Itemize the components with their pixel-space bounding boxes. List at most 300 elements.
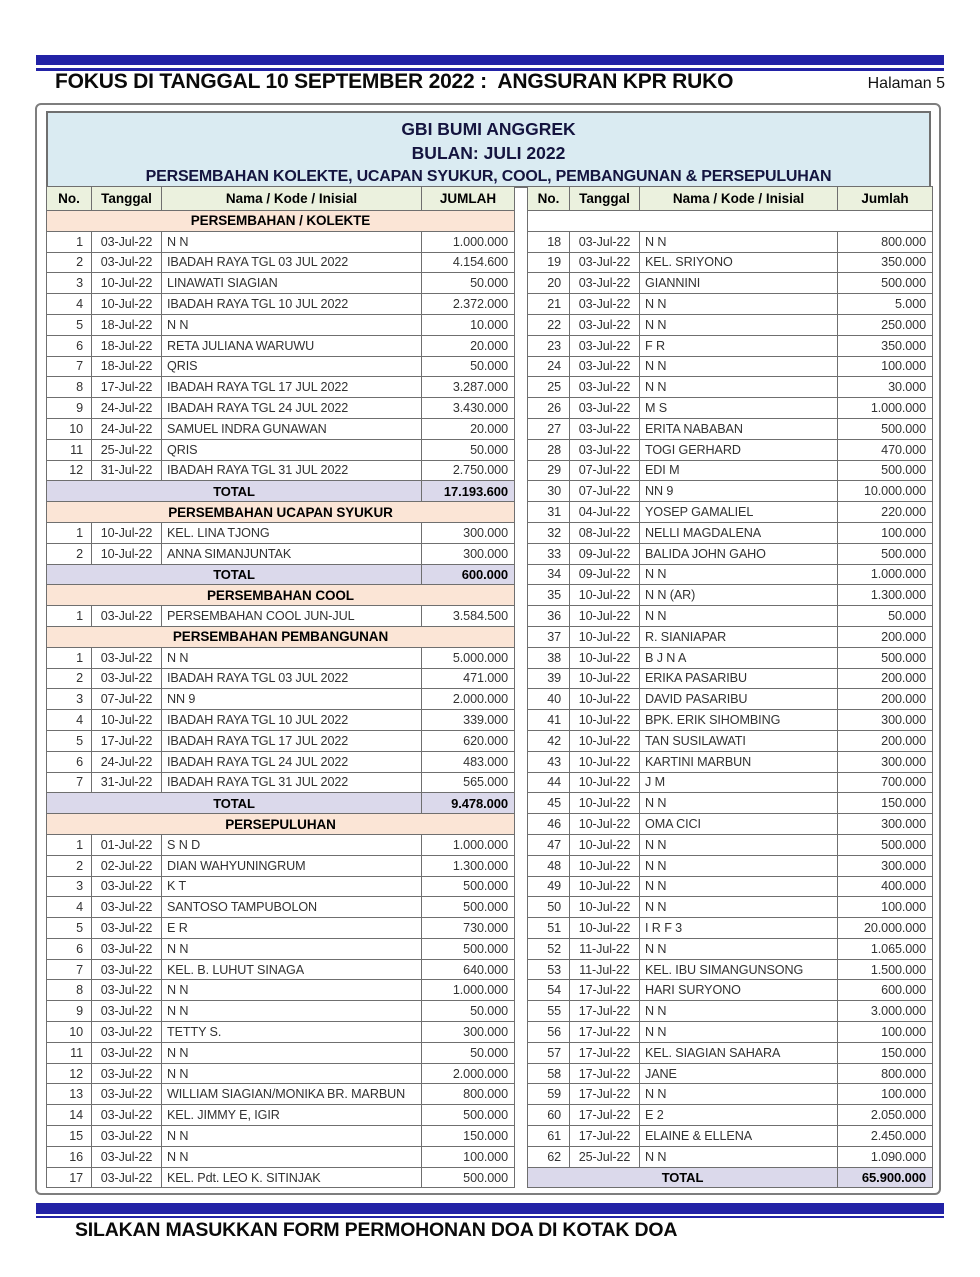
table-row: [47, 273, 515, 294]
table-row: [528, 897, 933, 918]
table-row: [528, 772, 933, 793]
row-number-cell: 13: [47, 1084, 92, 1105]
date-cell: 17-Jul-22: [570, 980, 640, 1001]
row-number-cell: 56: [528, 1022, 570, 1043]
date-cell: 10-Jul-22: [92, 273, 162, 294]
row-number-cell: 3: [47, 689, 92, 710]
date-cell: 03-Jul-22: [92, 1146, 162, 1167]
table-row: [528, 668, 933, 689]
date-cell: 24-Jul-22: [92, 418, 162, 439]
table-row: [47, 543, 515, 564]
name-cell: N N: [640, 606, 838, 627]
row-number-cell: 30: [528, 481, 570, 502]
amount-cell: 200.000: [838, 730, 933, 751]
date-cell: 03-Jul-22: [570, 231, 640, 252]
total-label: TOTAL: [47, 793, 422, 814]
name-cell: N N: [640, 356, 838, 377]
table-row: [528, 876, 933, 897]
name-cell: N N: [640, 855, 838, 876]
name-cell: ANNA SIMANJUNTAK: [162, 543, 422, 564]
date-cell: 31-Jul-22: [92, 772, 162, 793]
table-row: [528, 543, 933, 564]
amount-cell: 2.750.000: [422, 460, 515, 481]
row-number-cell: 42: [528, 730, 570, 751]
row-number-cell: 52: [528, 938, 570, 959]
table-row: [528, 564, 933, 585]
amount-cell: 200.000: [838, 689, 933, 710]
row-number-cell: 31: [528, 502, 570, 523]
amount-cell: 300.000: [422, 543, 515, 564]
total-amount: 65.900.000: [838, 1167, 933, 1188]
amount-cell: 500.000: [422, 1167, 515, 1188]
date-cell: 17-Jul-22: [570, 1001, 640, 1022]
table-row: [528, 522, 933, 543]
name-cell: S N D: [162, 834, 422, 855]
amount-cell: 300.000: [838, 855, 933, 876]
table-row: [47, 418, 515, 439]
row-number-cell: 33: [528, 543, 570, 564]
name-cell: F R: [640, 335, 838, 356]
row-number-cell: 6: [47, 938, 92, 959]
amount-cell: 500.000: [838, 273, 933, 294]
amount-cell: 1.065.000: [838, 938, 933, 959]
amount-cell: 100.000: [838, 356, 933, 377]
section-title: PERSEMBAHAN UCAPAN SYUKUR: [47, 502, 515, 523]
amount-cell: 400.000: [838, 876, 933, 897]
row-number-cell: 59: [528, 1084, 570, 1105]
amount-cell: 100.000: [422, 1146, 515, 1167]
name-cell: N N: [640, 1022, 838, 1043]
table-row: [47, 772, 515, 793]
date-cell: 03-Jul-22: [570, 418, 640, 439]
date-cell: 10-Jul-22: [570, 772, 640, 793]
amount-cell: 200.000: [838, 626, 933, 647]
name-cell: ERITA NABABAN: [640, 418, 838, 439]
row-number-cell: 7: [47, 356, 92, 377]
row-number-cell: 3: [47, 273, 92, 294]
table-row: [528, 751, 933, 772]
date-cell: 03-Jul-22: [570, 294, 640, 315]
total-label: TOTAL: [47, 564, 422, 585]
name-cell: B J N A: [640, 647, 838, 668]
name-cell: K T: [162, 876, 422, 897]
name-cell: QRIS: [162, 356, 422, 377]
amount-cell: 2.450.000: [838, 1126, 933, 1147]
row-number-cell: 54: [528, 980, 570, 1001]
row-number-cell: 34: [528, 564, 570, 585]
table-row: [47, 314, 515, 335]
name-cell: DAVID PASARIBU: [640, 689, 838, 710]
section-header-row: [47, 502, 515, 523]
name-cell: ELAINE & ELLENA: [640, 1126, 838, 1147]
name-cell: E R: [162, 918, 422, 939]
row-number-cell: 1: [47, 231, 92, 252]
name-cell: N N: [640, 834, 838, 855]
date-cell: 11-Jul-22: [570, 959, 640, 980]
table-row: [528, 439, 933, 460]
name-cell: SANTOSO TAMPUBOLON: [162, 897, 422, 918]
date-cell: 08-Jul-22: [570, 522, 640, 543]
row-number-cell: 5: [47, 918, 92, 939]
name-cell: N N: [162, 1146, 422, 1167]
amount-cell: 700.000: [838, 772, 933, 793]
table-row: [528, 273, 933, 294]
name-cell: R. SIANIAPAR: [640, 626, 838, 647]
amount-cell: 150.000: [838, 1042, 933, 1063]
date-cell: 03-Jul-22: [92, 606, 162, 627]
date-cell: 03-Jul-22: [92, 668, 162, 689]
amount-cell: 20.000: [422, 335, 515, 356]
amount-cell: 500.000: [838, 834, 933, 855]
amount-cell: 350.000: [838, 335, 933, 356]
total-amount: 17.193.600: [422, 481, 515, 502]
page-number-label: Halaman 5: [867, 75, 945, 92]
date-cell: 17-Jul-22: [570, 1063, 640, 1084]
amount-cell: 50.000: [422, 356, 515, 377]
row-number-cell: 40: [528, 689, 570, 710]
amount-cell: 1.300.000: [838, 585, 933, 606]
total-row: [528, 1167, 933, 1188]
row-number-cell: 1: [47, 834, 92, 855]
name-cell: N N: [640, 294, 838, 315]
date-cell: 03-Jul-22: [570, 252, 640, 273]
table-row: [528, 918, 933, 939]
name-cell: IBADAH RAYA TGL 31 JUL 2022: [162, 772, 422, 793]
offering-table-left: [46, 186, 515, 1188]
date-cell: 03-Jul-22: [92, 1063, 162, 1084]
date-cell: 18-Jul-22: [92, 314, 162, 335]
table-row: [47, 1042, 515, 1063]
col-header-nama: Nama / Kode / Inisial: [162, 187, 422, 211]
date-cell: 03-Jul-22: [570, 356, 640, 377]
bottom-accent-bar-thin: [36, 1216, 944, 1218]
column-header-row: [47, 187, 515, 211]
church-name: GBI BUMI ANGGREK: [401, 119, 576, 139]
date-cell: 10-Jul-22: [92, 522, 162, 543]
document-header: [55, 70, 945, 94]
amount-cell: 1.000.000: [422, 980, 515, 1001]
row-number-cell: 50: [528, 897, 570, 918]
date-cell: 11-Jul-22: [570, 938, 640, 959]
amount-cell: 150.000: [838, 793, 933, 814]
name-cell: JANE: [640, 1063, 838, 1084]
name-cell: TOGI GERHARD: [640, 439, 838, 460]
table-row: [47, 1146, 515, 1167]
section-header-row: [47, 814, 515, 835]
table-row: [47, 294, 515, 315]
col-header-no: No.: [528, 187, 570, 211]
table-row: [528, 1126, 933, 1147]
date-cell: 10-Jul-22: [570, 730, 640, 751]
amount-cell: 620.000: [422, 730, 515, 751]
amount-cell: 2.372.000: [422, 294, 515, 315]
blank-cell: [528, 211, 933, 232]
bottom-accent-bar-thick: [36, 1203, 944, 1214]
amount-cell: 800.000: [838, 231, 933, 252]
table-row: [528, 1084, 933, 1105]
section-header-row: [47, 626, 515, 647]
table-row: [47, 335, 515, 356]
table-row: [528, 252, 933, 273]
total-row: [47, 481, 515, 502]
total-row: [47, 564, 515, 585]
date-cell: 03-Jul-22: [92, 647, 162, 668]
date-cell: 03-Jul-22: [92, 252, 162, 273]
amount-cell: 500.000: [422, 876, 515, 897]
table-row: [47, 710, 515, 731]
name-cell: QRIS: [162, 439, 422, 460]
date-cell: 31-Jul-22: [92, 460, 162, 481]
row-number-cell: 9: [47, 398, 92, 419]
row-number-cell: 20: [528, 273, 570, 294]
date-cell: 10-Jul-22: [92, 543, 162, 564]
amount-cell: 483.000: [422, 751, 515, 772]
date-cell: 09-Jul-22: [570, 564, 640, 585]
row-number-cell: 38: [528, 647, 570, 668]
name-cell: SAMUEL INDRA GUNAWAN: [162, 418, 422, 439]
name-cell: N N: [640, 314, 838, 335]
row-number-cell: 35: [528, 585, 570, 606]
date-cell: 03-Jul-22: [92, 231, 162, 252]
amount-cell: 30.000: [838, 377, 933, 398]
date-cell: 10-Jul-22: [570, 626, 640, 647]
section-title: PERSEMBAHAN PEMBANGUNAN: [47, 626, 515, 647]
row-number-cell: 41: [528, 710, 570, 731]
date-cell: 03-Jul-22: [570, 273, 640, 294]
name-cell: KEL. IBU SIMANGUNSONG: [640, 959, 838, 980]
table-row: [47, 730, 515, 751]
row-number-cell: 43: [528, 751, 570, 772]
name-cell: IBADAH RAYA TGL 24 JUL 2022: [162, 398, 422, 419]
name-cell: N N: [162, 647, 422, 668]
date-cell: 17-Jul-22: [570, 1022, 640, 1043]
name-cell: M S: [640, 398, 838, 419]
row-number-cell: 8: [47, 377, 92, 398]
row-number-cell: 4: [47, 897, 92, 918]
amount-cell: 640.000: [422, 959, 515, 980]
row-number-cell: 49: [528, 876, 570, 897]
col-header-nama: Nama / Kode / Inisial: [640, 187, 838, 211]
amount-cell: 470.000: [838, 439, 933, 460]
table-row: [47, 522, 515, 543]
name-cell: RETA JULIANA WARUWU: [162, 335, 422, 356]
table-row: [47, 1001, 515, 1022]
total-label: TOTAL: [47, 481, 422, 502]
row-number-cell: 53: [528, 959, 570, 980]
amount-cell: 500.000: [422, 938, 515, 959]
row-number-cell: 62: [528, 1146, 570, 1167]
date-cell: 25-Jul-22: [570, 1146, 640, 1167]
name-cell: KEL. B. LUHUT SINAGA: [162, 959, 422, 980]
table-row: [528, 814, 933, 835]
table-row: [528, 1001, 933, 1022]
table-row: [47, 377, 515, 398]
table-row: [528, 1063, 933, 1084]
amount-cell: 300.000: [838, 751, 933, 772]
row-number-cell: 4: [47, 710, 92, 731]
name-cell: KEL. SIAGIAN SAHARA: [640, 1042, 838, 1063]
row-number-cell: 47: [528, 834, 570, 855]
name-cell: NELLI MAGDALENA: [640, 522, 838, 543]
col-header-jumlah: JUMLAH: [422, 187, 515, 211]
table-row: [47, 460, 515, 481]
name-cell: N N: [162, 314, 422, 335]
amount-cell: 300.000: [422, 522, 515, 543]
offering-table-right: [527, 186, 933, 1188]
name-cell: N N: [640, 1146, 838, 1167]
name-cell: N N: [162, 938, 422, 959]
date-cell: 03-Jul-22: [92, 897, 162, 918]
date-cell: 10-Jul-22: [570, 585, 640, 606]
col-header-jumlah: Jumlah: [838, 187, 933, 211]
amount-cell: 500.000: [838, 543, 933, 564]
table-row: [47, 1022, 515, 1043]
table-row: [528, 730, 933, 751]
table-row: [528, 626, 933, 647]
name-cell: N N: [640, 897, 838, 918]
name-cell: IBADAH RAYA TGL 24 JUL 2022: [162, 751, 422, 772]
row-number-cell: 28: [528, 439, 570, 460]
total-amount: 9.478.000: [422, 793, 515, 814]
row-number-cell: 1: [47, 606, 92, 627]
name-cell: KEL. JIMMY E, IGIR: [162, 1105, 422, 1126]
col-header-no: No.: [47, 187, 92, 211]
name-cell: YOSEP GAMALIEL: [640, 502, 838, 523]
name-cell: GIANNINI: [640, 273, 838, 294]
date-cell: 03-Jul-22: [92, 938, 162, 959]
section-header-row: [47, 211, 515, 232]
row-number-cell: 7: [47, 772, 92, 793]
row-number-cell: 2: [47, 543, 92, 564]
date-cell: 17-Jul-22: [570, 1126, 640, 1147]
date-cell: 17-Jul-22: [570, 1084, 640, 1105]
name-cell: NN 9: [640, 481, 838, 502]
col-header-tanggal: Tanggal: [92, 187, 162, 211]
name-cell: LINAWATI SIAGIAN: [162, 273, 422, 294]
date-cell: 10-Jul-22: [570, 668, 640, 689]
row-number-cell: 37: [528, 626, 570, 647]
top-accent-bar-thick: [36, 55, 944, 65]
date-cell: 10-Jul-22: [570, 647, 640, 668]
amount-cell: 500.000: [838, 647, 933, 668]
row-number-cell: 5: [47, 314, 92, 335]
table-row: [47, 231, 515, 252]
row-number-cell: 29: [528, 460, 570, 481]
row-number-cell: 2: [47, 668, 92, 689]
amount-cell: 1.500.000: [838, 959, 933, 980]
table-row: [47, 918, 515, 939]
date-cell: 18-Jul-22: [92, 356, 162, 377]
table-row: [528, 1022, 933, 1043]
table-row: [528, 231, 933, 252]
amount-cell: 500.000: [838, 418, 933, 439]
table-row: [528, 855, 933, 876]
row-number-cell: 21: [528, 294, 570, 315]
name-cell: TAN SUSILAWATI: [640, 730, 838, 751]
table-row: [47, 606, 515, 627]
date-cell: 17-Jul-22: [92, 730, 162, 751]
table-row: [528, 980, 933, 1001]
row-number-cell: 12: [47, 1063, 92, 1084]
table-row: [528, 793, 933, 814]
name-cell: N N: [640, 1001, 838, 1022]
section-title: PERSEMBAHAN COOL: [47, 585, 515, 606]
amount-cell: 150.000: [422, 1126, 515, 1147]
name-cell: BPK. ERIK SIHOMBING: [640, 710, 838, 731]
row-number-cell: 6: [47, 335, 92, 356]
table-row: [528, 335, 933, 356]
amount-cell: 20.000: [422, 418, 515, 439]
amount-cell: 250.000: [838, 314, 933, 335]
name-cell: KEL. Pdt. LEO K. SITINJAK: [162, 1167, 422, 1188]
name-cell: IBADAH RAYA TGL 10 JUL 2022: [162, 294, 422, 315]
footer-announcement: SILAKAN MASUKKAN FORM PERMOHONAN DOA DI KOTAK DOA: [75, 1219, 678, 1241]
table-row: [528, 398, 933, 419]
table-row: [47, 876, 515, 897]
row-number-cell: 23: [528, 335, 570, 356]
amount-cell: 2.000.000: [422, 689, 515, 710]
row-number-cell: 18: [528, 231, 570, 252]
row-number-cell: 46: [528, 814, 570, 835]
amount-cell: 730.000: [422, 918, 515, 939]
name-cell: IBADAH RAYA TGL 10 JUL 2022: [162, 710, 422, 731]
name-cell: N N: [162, 231, 422, 252]
amount-cell: 600.000: [838, 980, 933, 1001]
date-cell: 10-Jul-22: [570, 855, 640, 876]
row-number-cell: 16: [47, 1146, 92, 1167]
amount-cell: 10.000: [422, 314, 515, 335]
row-number-cell: 61: [528, 1126, 570, 1147]
table-row: [47, 647, 515, 668]
amount-cell: 500.000: [422, 897, 515, 918]
section-header-row: [47, 585, 515, 606]
date-cell: 03-Jul-22: [92, 876, 162, 897]
amount-cell: 100.000: [838, 1022, 933, 1043]
date-cell: 10-Jul-22: [570, 751, 640, 772]
table-row: [528, 1146, 933, 1167]
table-row: [528, 460, 933, 481]
section-title: PERSEMBAHAN / KOLEKTE: [47, 211, 515, 232]
name-cell: WILLIAM SIAGIAN/MONIKA BR. MARBUN: [162, 1084, 422, 1105]
name-cell: I R F 3: [640, 918, 838, 939]
name-cell: N N: [640, 377, 838, 398]
date-cell: 10-Jul-22: [570, 876, 640, 897]
row-number-cell: 6: [47, 751, 92, 772]
row-number-cell: 2: [47, 252, 92, 273]
row-number-cell: 11: [47, 1042, 92, 1063]
name-cell: IBADAH RAYA TGL 17 JUL 2022: [162, 730, 422, 751]
name-cell: IBADAH RAYA TGL 03 JUL 2022: [162, 668, 422, 689]
amount-cell: 4.154.600: [422, 252, 515, 273]
table-row: [528, 1042, 933, 1063]
row-number-cell: 39: [528, 668, 570, 689]
date-cell: 03-Jul-22: [92, 1022, 162, 1043]
date-cell: 25-Jul-22: [92, 439, 162, 460]
name-cell: KEL. LINA TJONG: [162, 522, 422, 543]
date-cell: 10-Jul-22: [570, 710, 640, 731]
table-row: [528, 481, 933, 502]
column-header-row: [528, 187, 933, 211]
name-cell: N N: [640, 1084, 838, 1105]
date-cell: 03-Jul-22: [570, 377, 640, 398]
date-cell: 03-Jul-22: [92, 1084, 162, 1105]
row-number-cell: 44: [528, 772, 570, 793]
row-number-cell: 7: [47, 959, 92, 980]
name-cell: OMA CICI: [640, 814, 838, 835]
table-row: [47, 980, 515, 1001]
amount-cell: 10.000.000: [838, 481, 933, 502]
row-number-cell: 57: [528, 1042, 570, 1063]
